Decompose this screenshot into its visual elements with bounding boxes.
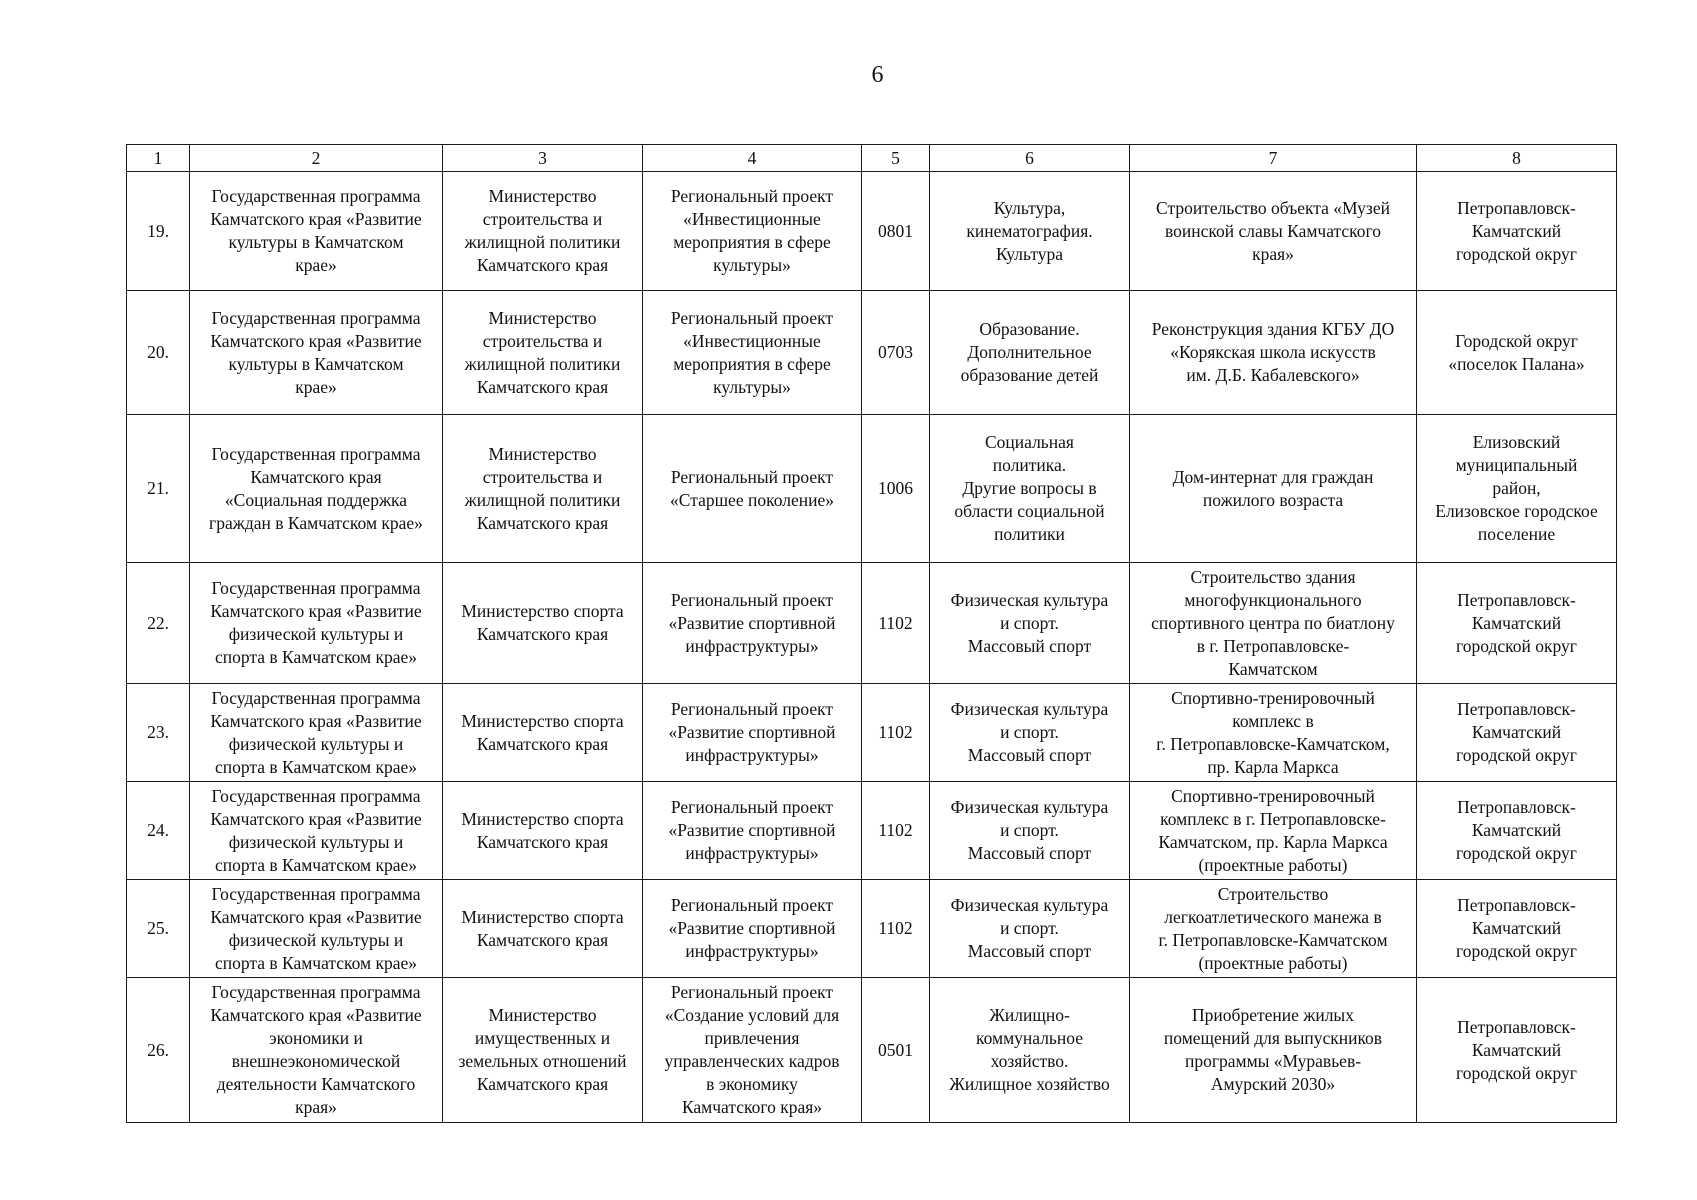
budget-code: 1102 <box>878 918 913 938</box>
project-cell <box>643 415 862 563</box>
object-cell <box>1130 978 1417 1123</box>
program-name: Государственная программа Камчатского края «Развитие физической культуры и спорта в Камчатском крае» <box>210 687 422 777</box>
project-cell <box>643 978 862 1123</box>
row-number: 26. <box>147 1039 169 1060</box>
project-name: Региональный проект «Создание условий для привлечения управленческих кадров в экономику Камчатского края» <box>664 982 840 1117</box>
location-cell <box>1417 782 1617 880</box>
table-row <box>127 415 1617 563</box>
location-name: Елизовский муниципальный район, Елизовское городское поселение <box>1435 432 1598 544</box>
ministry-name: Министерство спорта Камчатского края <box>461 710 624 754</box>
budget-section: Физическая культура и спорт. Массовый спорт <box>950 895 1109 961</box>
object-name: Дом-интернат для граждан пожилого возраста <box>1172 466 1374 510</box>
project-name: Региональный проект «Инвестиционные мероприятия в сфере культуры» <box>670 307 834 397</box>
row-number-cell <box>127 978 190 1123</box>
program-cell <box>190 172 443 291</box>
object-cell <box>1130 782 1417 880</box>
ministry-cell <box>443 291 643 415</box>
ministry-cell <box>443 172 643 291</box>
object-name: Приобретение жилых помещений для выпускников программы «Муравьев- Амурский 2030» <box>1163 1005 1383 1094</box>
column-header: 5 <box>862 145 930 172</box>
header-row <box>127 145 1617 172</box>
ministry-cell <box>443 880 643 978</box>
budget-code: 1102 <box>878 820 913 840</box>
location-name: Петропавловск- Камчатский городской округ <box>1456 895 1577 961</box>
location-cell <box>1417 684 1617 782</box>
code-cell <box>862 415 930 563</box>
registry-table <box>126 144 1617 1123</box>
row-number-cell <box>127 172 190 291</box>
section-cell <box>930 172 1130 291</box>
section-cell <box>930 782 1130 880</box>
row-number: 23. <box>147 722 169 742</box>
budget-section: Физическая культура и спорт. Массовый спорт <box>950 797 1109 863</box>
row-number: 22. <box>147 612 169 633</box>
project-name: Региональный проект «Старшее поколение» <box>670 466 834 510</box>
object-cell <box>1130 880 1417 978</box>
ministry-cell <box>443 415 643 563</box>
program-name: Государственная программа Камчатского края «Развитие физической культуры и спорта в Камчатском крае» <box>210 883 422 973</box>
program-cell <box>190 684 443 782</box>
object-name: Реконструкция здания КГБУ ДО «Корякская школа искусств им. Д.Б. Кабалевского» <box>1151 319 1395 385</box>
program-name: Государственная программа Камчатского края «Развитие культуры в Камчатском крае» <box>210 186 422 275</box>
table-row <box>127 782 1617 880</box>
row-number: 24. <box>147 820 169 840</box>
program-name: Государственная программа Камчатского края «Развитие физической культуры и спорта в Камчатском крае» <box>210 578 422 667</box>
row-number-cell <box>127 684 190 782</box>
object-name: Спортивно-тренировочный комплекс в г. Петропавловске-Камчатском, пр. Карла Маркса <box>1156 687 1390 777</box>
object-cell <box>1130 684 1417 782</box>
budget-code: 0703 <box>878 342 913 362</box>
object-cell <box>1130 415 1417 563</box>
location-cell <box>1417 172 1617 291</box>
table-row <box>127 880 1617 978</box>
column-header: 8 <box>1417 145 1617 172</box>
project-cell <box>643 782 862 880</box>
location-cell <box>1417 563 1617 684</box>
project-cell <box>643 172 862 291</box>
budget-code: 0501 <box>878 1039 913 1060</box>
project-name: Региональный проект «Развитие спортивной инфраструктуры» <box>668 797 836 863</box>
program-cell <box>190 782 443 880</box>
section-cell <box>930 563 1130 684</box>
section-cell <box>930 880 1130 978</box>
table-row <box>127 291 1617 415</box>
budget-section: Физическая культура и спорт. Массовый спорт <box>950 589 1109 656</box>
row-number-cell <box>127 782 190 880</box>
code-cell <box>862 978 930 1123</box>
object-name: Строительство здания многофункционального спортивного центра по биатлону в г. Петропавловске- Камчатском <box>1151 566 1395 679</box>
budget-section: Культура, кинематография. Культура <box>966 197 1093 264</box>
location-name: Городской округ «поселок Палана» <box>1448 330 1585 374</box>
program-name: Государственная программа Камчатского края «Развитие экономики и внешнеэкономической деятельности Камчатского края» <box>210 982 422 1117</box>
budget-section: Социальная политика. Другие вопросы в области социальной политики <box>954 432 1105 544</box>
table-row <box>127 684 1617 782</box>
row-number: 19. <box>147 220 169 241</box>
table-row <box>127 563 1617 684</box>
code-cell <box>862 172 930 291</box>
column-header: 3 <box>443 145 643 172</box>
page-number: 6 <box>871 62 884 88</box>
budget-section: Физическая культура и спорт. Массовый спорт <box>950 699 1109 765</box>
project-cell <box>643 563 862 684</box>
code-cell <box>862 880 930 978</box>
ministry-name: Министерство строительства и жилищной политики Камчатского края <box>464 307 621 397</box>
ministry-cell <box>443 684 643 782</box>
ministry-name: Министерство имущественных и земельных отношений Камчатского края <box>458 1005 627 1094</box>
budget-section: Жилищно- коммунальное хозяйство. Жилищное хозяйство <box>949 1005 1110 1094</box>
section-cell <box>930 978 1130 1123</box>
object-name: Строительство объекта «Музей воинской славы Камчатского края» <box>1156 197 1390 264</box>
object-cell <box>1130 172 1417 291</box>
ministry-name: Министерство спорта Камчатского края <box>461 808 624 852</box>
column-header: 1 <box>127 145 190 172</box>
program-cell <box>190 563 443 684</box>
code-cell <box>862 684 930 782</box>
column-header: 2 <box>190 145 443 172</box>
location-cell <box>1417 415 1617 563</box>
location-cell <box>1417 291 1617 415</box>
object-cell <box>1130 563 1417 684</box>
row-number: 21. <box>147 478 169 498</box>
project-name: Региональный проект «Развитие спортивной инфраструктуры» <box>668 895 836 961</box>
budget-code: 1102 <box>878 722 913 742</box>
section-cell <box>930 684 1130 782</box>
section-cell <box>930 291 1130 415</box>
ministry-name: Министерство строительства и жилищной политики Камчатского края <box>464 443 621 533</box>
project-name: Региональный проект «Развитие спортивной инфраструктуры» <box>668 699 836 765</box>
object-name: Спортивно-тренировочный комплекс в г. Петропавловске- Камчатском, пр. Карла Маркса (проектные работы) <box>1158 785 1388 875</box>
location-name: Петропавловск- Камчатский городской округ <box>1456 797 1577 863</box>
column-header: 6 <box>930 145 1130 172</box>
location-name: Петропавловск- Камчатский городской округ <box>1456 197 1577 264</box>
project-cell <box>643 291 862 415</box>
code-cell <box>862 782 930 880</box>
program-cell <box>190 978 443 1123</box>
budget-code: 1006 <box>878 478 913 498</box>
program-name: Государственная программа Камчатского края «Социальная поддержка граждан в Камчатском крае» <box>209 443 423 533</box>
column-header: 4 <box>643 145 862 172</box>
ministry-cell <box>443 782 643 880</box>
row-number-cell <box>127 291 190 415</box>
column-header: 7 <box>1130 145 1417 172</box>
ministry-name: Министерство спорта Камчатского края <box>461 601 624 644</box>
ministry-cell <box>443 563 643 684</box>
project-cell <box>643 880 862 978</box>
ministry-name: Министерство спорта Камчатского края <box>461 906 624 950</box>
row-number-cell <box>127 563 190 684</box>
ministry-cell <box>443 978 643 1123</box>
ministry-name: Министерство строительства и жилищной политики Камчатского края <box>464 186 621 275</box>
program-cell <box>190 291 443 415</box>
row-number: 20. <box>147 342 169 362</box>
program-name: Государственная программа Камчатского края «Развитие культуры в Камчатском крае» <box>210 307 422 397</box>
location-cell <box>1417 978 1617 1123</box>
location-name: Петропавловск- Камчатский городской округ <box>1456 699 1577 765</box>
project-cell <box>643 684 862 782</box>
table-row <box>127 172 1617 291</box>
project-name: Региональный проект «Инвестиционные мероприятия в сфере культуры» <box>670 186 834 275</box>
object-name: Строительство легкоатлетического манежа в г. Петропавловске-Камчатском (проектные работы) <box>1158 883 1388 973</box>
row-number-cell <box>127 880 190 978</box>
code-cell <box>862 563 930 684</box>
program-cell <box>190 415 443 563</box>
budget-code: 1102 <box>878 612 913 633</box>
budget-code: 0801 <box>878 220 913 241</box>
object-cell <box>1130 291 1417 415</box>
program-name: Государственная программа Камчатского края «Развитие физической культуры и спорта в Камчатском крае» <box>210 785 422 875</box>
location-name: Петропавловск- Камчатский городской округ <box>1456 1016 1577 1083</box>
location-name: Петропавловск- Камчатский городской округ <box>1456 589 1577 656</box>
section-cell <box>930 415 1130 563</box>
row-number-cell <box>127 415 190 563</box>
budget-section: Образование. Дополнительное образование детей <box>960 319 1099 385</box>
project-name: Региональный проект «Развитие спортивной инфраструктуры» <box>668 589 836 656</box>
code-cell <box>862 291 930 415</box>
table-row <box>127 978 1617 1123</box>
row-number: 25. <box>147 918 169 938</box>
location-cell <box>1417 880 1617 978</box>
program-cell <box>190 880 443 978</box>
